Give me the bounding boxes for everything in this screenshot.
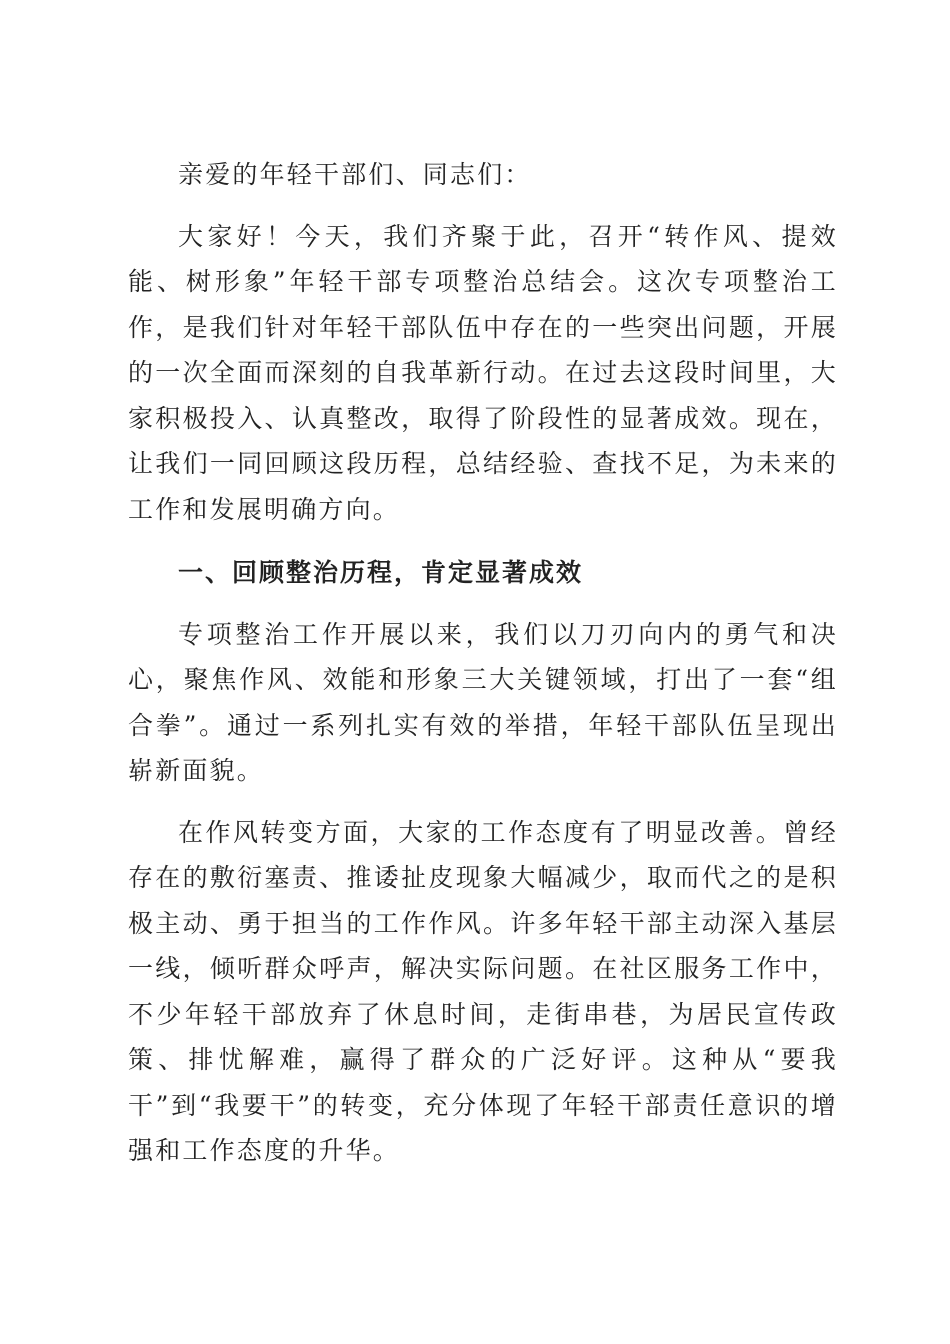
section1-paragraph-2: 在作风转变方面，大家的工作态度有了明显改善。曾经存在的敷衍塞责、推诿扯皮现象大幅减少，取而代之的是积极主动、勇于担当的工作作风。许多年轻干部主动深入基层一线，倾听群众呼声，解决实际问题。在社区服务工作中，不少年轻干部放弃了休息时间，走街串巷，为居民宣传政策、排忧解难，赢得了群众的广泛好评。这种从“要我干”到“我要干”的转变，充分体现了年轻干部责任意识的增强和工作态度的升华。 (128, 817, 838, 1165)
greeting-line: 亲爱的年轻干部们、同志们： (178, 160, 532, 189)
document-body (128, 152, 838, 1174)
section1-paragraph-1: 专项整治工作开展以来，我们以刀刃向内的勇气和决心，聚焦作风、效能和形象三大关键领域，打出了一套“组合拳”。通过一系列扎实有效的举措，年轻干部队伍呈现出崭新面貌。 (128, 619, 838, 785)
intro-paragraph: 大家好！今天，我们齐聚于此，召开“转作风、提效能、树形象”年轻干部专项整治总结会。这次专项整治工作，是我们针对年轻干部队伍中存在的一些突出问题，开展的一次全面而深刻的自我革新行动。在过去这段时间里，大家积极投入、认真整改，取得了阶段性的显著成效。现在，让我们一同回顾这段历程，总结经验、查找不足，为未来的工作和发展明确方向。 (128, 221, 838, 524)
section-heading-1: 一、回顾整治历程，肯定显著成效 (178, 558, 584, 587)
